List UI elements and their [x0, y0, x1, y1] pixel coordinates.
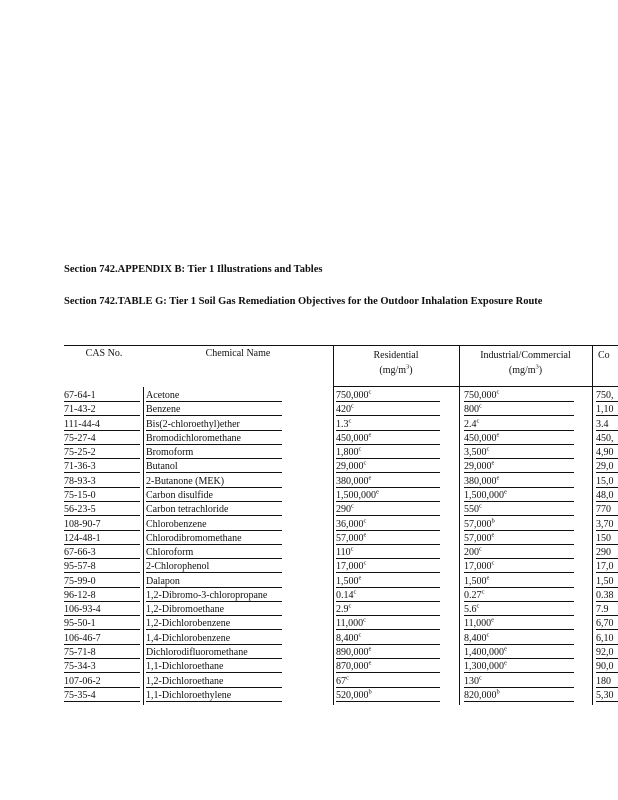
construction-value: 17,0 [596, 561, 614, 573]
table-row [0, 518, 618, 532]
residential-value: 420$^c$ [336, 402, 354, 416]
chemical-name: Benzene [146, 404, 181, 416]
cell-underline [464, 629, 574, 630]
cell-underline [64, 487, 140, 488]
chemical-name: Chlorobenzene [146, 518, 207, 530]
cell-underline [146, 644, 282, 645]
table-row [0, 489, 618, 503]
cell-underline [64, 629, 140, 630]
industrial-value: 1,500e [464, 574, 490, 587]
residential-value: 1,500e [336, 574, 362, 587]
residential-value: 2.9$^c$ [336, 602, 352, 616]
cell-underline [146, 658, 282, 659]
cell-underline [336, 629, 440, 630]
cell-underline [596, 444, 618, 445]
cell-underline [336, 415, 440, 416]
cell-underline [596, 658, 618, 659]
industrial-value: 200$^c$ [464, 545, 482, 559]
residential-value: 520,000$^b$ [336, 688, 372, 701]
cell-underline [596, 458, 618, 459]
industrial-value: 1,300,000e [464, 659, 507, 673]
cell-underline [64, 701, 140, 702]
table-row [0, 418, 618, 432]
cell-underline [146, 544, 282, 545]
construction-value: 770 [596, 504, 611, 516]
cell-underline [64, 644, 140, 645]
cell-underline [336, 658, 440, 659]
cell-underline [146, 472, 282, 473]
chemical-name: 1,2-Dichlorobenzene [146, 618, 231, 630]
cell-underline [64, 601, 140, 602]
header-construction: Co [598, 350, 610, 361]
chemical-name: Carbon disulfide [146, 489, 213, 501]
cell-underline [64, 430, 140, 431]
chemical-name: 2-Butanone (MEK) [146, 475, 225, 487]
cas-number: 107-06-2 [64, 675, 101, 687]
cas-number: 75-15-0 [64, 489, 96, 501]
cell-underline [464, 587, 574, 588]
header-bottom-rule [333, 386, 618, 387]
industrial-value: 57,000$^b$ [464, 517, 495, 530]
industrial-value: 5.6$^c$ [464, 602, 480, 616]
table-row [0, 689, 618, 703]
table-row [0, 403, 618, 417]
cell-underline [336, 515, 440, 516]
construction-value: 5,30 [596, 689, 614, 701]
cell-underline [336, 615, 440, 616]
table-row [0, 389, 618, 403]
industrial-value: 800$^c$ [464, 402, 482, 416]
table-row [0, 646, 618, 660]
cell-underline [146, 587, 282, 588]
header-divider-3 [592, 345, 593, 387]
industrial-value: 750,000$^c$ [464, 388, 500, 401]
cell-underline [464, 558, 574, 559]
cell-underline [596, 587, 618, 588]
cas-number: 75-99-0 [64, 575, 96, 587]
cell-underline [464, 501, 574, 502]
cas-number: 75-35-4 [64, 689, 96, 701]
cell-underline [596, 701, 618, 702]
cas-number: 108-90-7 [64, 518, 101, 530]
table-heading: Section 742.TABLE G: Tier 1 Soil Gas Remediation Objectives for the Outdoor Inhalation Exposure Route [64, 296, 543, 307]
cell-underline [146, 501, 282, 502]
construction-value: 90,0 [596, 661, 614, 673]
cell-underline [146, 530, 282, 531]
table-row [0, 560, 618, 574]
industrial-value: 29,000e [464, 460, 495, 473]
construction-value: 750, [596, 390, 614, 401]
chemical-name: 1,2-Dibromoethane [146, 604, 225, 616]
table-row [0, 603, 618, 617]
cell-underline [464, 601, 574, 602]
industrial-value: 820,000$^b$ [464, 688, 500, 701]
chemical-name: Dichlorodifluoromethane [146, 647, 248, 659]
construction-value: 4,90 [596, 447, 614, 459]
cell-underline [596, 672, 618, 673]
residential-value: 110$^c$ [336, 545, 354, 559]
residential-value: 0.14$^c$ [336, 588, 357, 601]
table-row [0, 460, 618, 474]
cell-underline [336, 558, 440, 559]
cell-underline [464, 472, 574, 473]
chemical-name: 1,4-Dichlorobenzene [146, 632, 231, 644]
residential-value: 290$^c$ [336, 502, 354, 516]
cell-underline [336, 644, 440, 645]
table-row [0, 660, 618, 674]
cell-underline [596, 558, 618, 559]
table-row [0, 532, 618, 546]
cell-underline [64, 444, 140, 445]
residential-value: 17,000$^c$ [336, 560, 367, 573]
chemical-name: Acetone [146, 390, 180, 401]
construction-value: 150 [596, 532, 611, 544]
chemical-name: Chlorodibromomethane [146, 532, 242, 544]
cell-underline [64, 615, 140, 616]
cell-underline [64, 530, 140, 531]
cell-underline [596, 515, 618, 516]
table-row [0, 546, 618, 560]
cell-underline [464, 444, 574, 445]
construction-value: 7.9 [596, 604, 609, 616]
cell-underline [596, 572, 618, 573]
cell-underline [464, 430, 574, 431]
cell-underline [464, 415, 574, 416]
residential-value: 380,000e [336, 474, 372, 487]
residential-value: 750,000$^c$ [336, 388, 372, 401]
cas-number: 96-12-8 [64, 589, 96, 601]
construction-value: 6,70 [596, 618, 614, 630]
cell-underline [336, 572, 440, 573]
cell-underline [146, 415, 282, 416]
cell-underline [64, 687, 140, 688]
cell-underline [336, 701, 440, 702]
table-row [0, 632, 618, 646]
residential-value: 29,000$^c$ [336, 460, 367, 473]
residential-value: 1,800$^c$ [336, 445, 362, 459]
construction-value: 290 [596, 547, 611, 559]
industrial-value: 1,500,000e [464, 488, 507, 501]
cell-underline [146, 615, 282, 616]
cell-underline [464, 401, 574, 402]
cell-underline [596, 487, 618, 488]
header-chemical-name: Chemical Name [205, 348, 271, 359]
cell-underline [596, 415, 618, 416]
construction-value: 3.4 [596, 418, 609, 430]
cas-number: 75-71-8 [64, 647, 96, 659]
industrial-value: 1,400,000e [464, 645, 507, 659]
header-top-rule-2 [333, 345, 618, 346]
cell-underline [64, 415, 140, 416]
cell-underline [596, 629, 618, 630]
cell-underline [146, 487, 282, 488]
cell-underline [64, 472, 140, 473]
cell-underline [464, 658, 574, 659]
table-row [0, 575, 618, 589]
industrial-value: 57,000e [464, 531, 495, 544]
cell-underline [336, 401, 440, 402]
cell-underline [464, 672, 574, 673]
cell-underline [64, 672, 140, 673]
table-row [0, 475, 618, 489]
industrial-value: 550$^c$ [464, 502, 482, 516]
table-row [0, 589, 618, 603]
cas-number: 124-48-1 [64, 532, 101, 544]
cas-number: 95-50-1 [64, 618, 96, 630]
chemical-name: Bis(2-chloroethyl)ether [146, 418, 240, 430]
construction-value: 6,10 [596, 632, 614, 644]
appendix-heading: Section 742.APPENDIX B: Tier 1 Illustrations and Tables [64, 264, 323, 275]
cell-underline [336, 601, 440, 602]
cell-underline [146, 558, 282, 559]
industrial-value: 380,000e [464, 474, 500, 487]
construction-value: 29,0 [596, 461, 614, 473]
cell-underline [146, 444, 282, 445]
cell-underline [146, 458, 282, 459]
table-row [0, 503, 618, 517]
cas-number: 71-43-2 [64, 404, 96, 416]
residential-value: 57,000e [336, 531, 367, 544]
construction-value: 0.38 [596, 589, 614, 601]
construction-value: 180 [596, 675, 611, 687]
cell-underline [64, 458, 140, 459]
construction-value: 48,0 [596, 489, 614, 501]
cell-underline [64, 501, 140, 502]
residential-value: 8,400$^c$ [336, 631, 362, 644]
cas-number: 111-44-4 [64, 418, 100, 430]
cell-underline [464, 458, 574, 459]
industrial-value: 130$^c$ [464, 674, 482, 687]
cell-underline [464, 515, 574, 516]
residential-value: 1,500,000e [336, 488, 379, 501]
cell-underline [336, 430, 440, 431]
cas-number: 95-57-8 [64, 561, 96, 573]
cell-underline [596, 615, 618, 616]
cell-underline [596, 601, 618, 602]
cell-underline [596, 430, 618, 431]
industrial-value: 3,500$^c$ [464, 445, 490, 459]
cell-underline [146, 515, 282, 516]
cas-number: 67-66-3 [64, 547, 96, 559]
cell-underline [64, 572, 140, 573]
cell-underline [146, 430, 282, 431]
residential-value: 67$^c$ [336, 674, 349, 687]
cas-number: 78-93-3 [64, 475, 96, 487]
table-row [0, 446, 618, 460]
cell-underline [596, 644, 618, 645]
residential-value: 11,000$^c$ [336, 617, 367, 630]
cell-underline [336, 544, 440, 545]
construction-value: 450, [596, 432, 614, 444]
cell-underline [336, 501, 440, 502]
chemical-name: Bromodichloromethane [146, 432, 241, 444]
industrial-value: 11,000e [464, 617, 495, 630]
cell-underline [146, 687, 282, 688]
cas-number: 71-36-3 [64, 461, 96, 473]
construction-value: 3,70 [596, 518, 614, 530]
cas-number: 67-64-1 [64, 390, 96, 401]
cell-underline [336, 530, 440, 531]
cell-underline [146, 701, 282, 702]
cas-number: 106-93-4 [64, 604, 101, 616]
cell-underline [336, 444, 440, 445]
cell-underline [336, 687, 440, 688]
cell-underline [146, 572, 282, 573]
cell-underline [596, 472, 618, 473]
residential-value: 36,000$^c$ [336, 517, 367, 530]
residential-value: 1.3$^c$ [336, 417, 352, 430]
residential-value: 890,000e [336, 645, 372, 659]
cell-underline [464, 572, 574, 573]
chemical-name: 1,1-Dichloroethane [146, 661, 224, 673]
cell-underline [464, 530, 574, 531]
cell-underline [64, 515, 140, 516]
chemical-name: 1,2-Dibromo-3-chloropropane [146, 589, 268, 601]
table-row [0, 675, 618, 689]
cas-number: 106-46-7 [64, 632, 101, 644]
header-cas: CAS No. [85, 348, 123, 359]
industrial-value: 2.4$^c$ [464, 417, 480, 430]
cell-underline [464, 687, 574, 688]
cell-underline [336, 472, 440, 473]
cas-number: 75-27-4 [64, 432, 96, 444]
cell-underline [146, 601, 282, 602]
cas-number: 56-23-5 [64, 504, 96, 516]
cell-underline [464, 487, 574, 488]
construction-value: 1,10 [596, 404, 614, 416]
cell-underline [146, 401, 282, 402]
cell-underline [596, 530, 618, 531]
chemical-name: Carbon tetrachloride [146, 504, 229, 516]
cell-underline [64, 558, 140, 559]
cell-underline [596, 401, 618, 402]
header-residential: Residential $(mg/m^3)$ [373, 350, 419, 376]
cell-underline [596, 544, 618, 545]
construction-value: 15,0 [596, 475, 614, 487]
chemical-name: Dalapon [146, 575, 180, 587]
chemical-name: 1,2-Dichloroethane [146, 675, 224, 687]
cell-underline [464, 644, 574, 645]
residential-value: 870,000e [336, 659, 372, 673]
cell-underline [336, 587, 440, 588]
cell-underline [64, 401, 140, 402]
industrial-value: 8,400$^c$ [464, 631, 490, 644]
cell-underline [336, 458, 440, 459]
cas-number: 75-34-3 [64, 661, 96, 673]
table-row [0, 617, 618, 631]
chemical-name: Chloroform [146, 547, 194, 559]
chemical-name: 1,1-Dichloroethylene [146, 689, 232, 701]
chemical-name: Butanol [146, 461, 178, 473]
cell-underline [64, 658, 140, 659]
construction-value: 1,50 [596, 575, 614, 587]
chemical-name: Bromoform [146, 447, 194, 459]
cas-number: 75-25-2 [64, 447, 96, 459]
industrial-value: 450,000e [464, 431, 500, 444]
cell-underline [464, 615, 574, 616]
residential-value: 450,000e [336, 431, 372, 444]
cell-underline [336, 487, 440, 488]
construction-value: 92,0 [596, 647, 614, 659]
industrial-value: 0.27$^c$ [464, 588, 485, 601]
cell-underline [64, 544, 140, 545]
header-industrial: Industrial/Commercial $(mg/m^3)$ [480, 350, 571, 376]
cell-underline [146, 672, 282, 673]
cell-underline [596, 501, 618, 502]
cell-underline [464, 701, 574, 702]
cell-underline [336, 672, 440, 673]
cell-underline [596, 687, 618, 688]
cell-underline [64, 587, 140, 588]
industrial-value: 17,000$^c$ [464, 560, 495, 573]
cell-underline [464, 544, 574, 545]
chemical-name: 2-Chlorophenol [146, 561, 210, 573]
cell-underline [146, 629, 282, 630]
table-row [0, 432, 618, 446]
